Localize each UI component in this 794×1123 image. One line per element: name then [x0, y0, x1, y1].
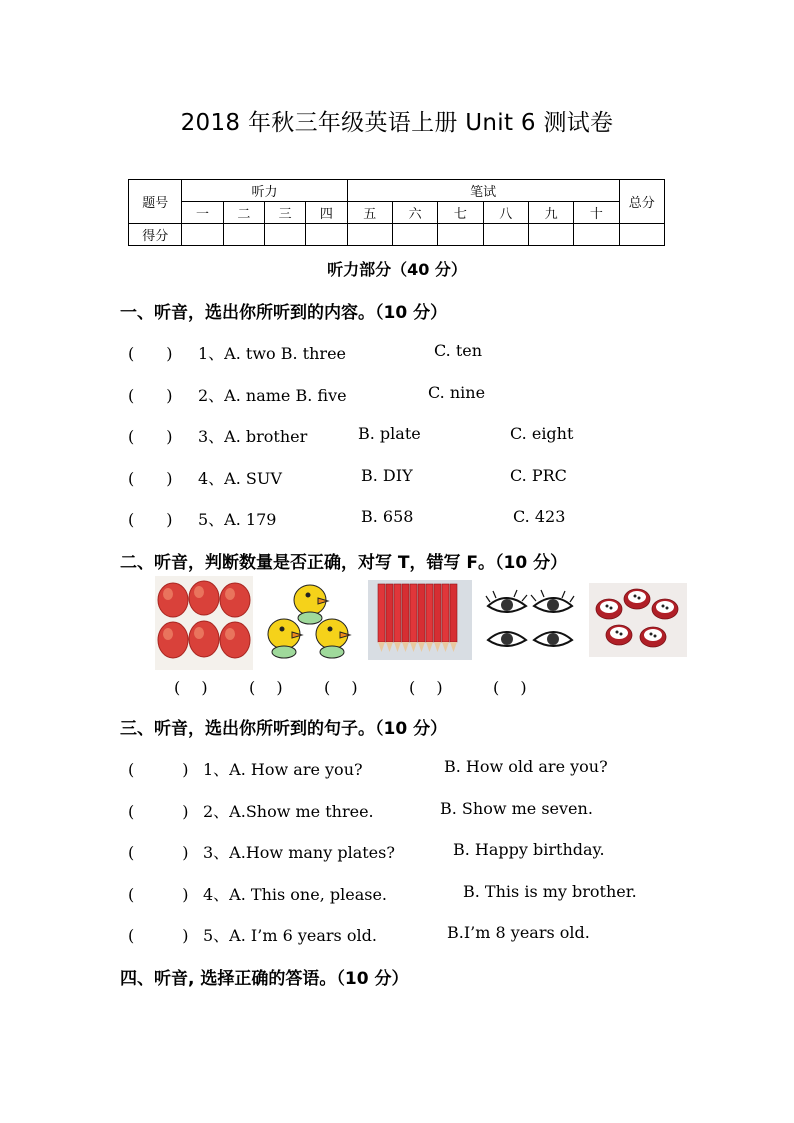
chicks-picture	[262, 576, 357, 664]
section3-title: 三、听音，选出你所听到的句子。（10 分）	[120, 719, 448, 739]
answer-blank[interactable]: ( )	[128, 885, 189, 904]
eyes-picture	[484, 588, 576, 660]
option-b: B. Happy birthday.	[453, 840, 605, 859]
answer-blank[interactable]: ( )	[128, 760, 189, 779]
section1-title: 一、听音，选出你所听到的内容。（10 分）	[120, 303, 448, 323]
score-cell[interactable]	[574, 224, 619, 246]
option-a: 2、A.Show me three.	[203, 802, 374, 821]
option-a: 3、A.How many plates?	[203, 843, 395, 862]
numeral-cell: 五	[347, 202, 392, 224]
option-b: B. How old are you?	[444, 757, 608, 776]
option-b: B. 658	[361, 507, 414, 526]
numeral-cell: 二	[223, 202, 264, 224]
header-bishi: 笔试	[347, 180, 619, 202]
score-cell[interactable]	[306, 224, 347, 246]
header-tihao: 题号	[129, 180, 182, 224]
numeral-cell: 四	[306, 202, 347, 224]
answer-blank[interactable]: ( )	[128, 843, 189, 862]
header-zongfen: 总分	[619, 180, 664, 224]
option-b: B. Show me seven.	[440, 799, 593, 818]
option-a: 5、A. I’m 6 years old.	[203, 926, 377, 945]
score-cell[interactable]	[264, 224, 305, 246]
option-c: C. ten	[434, 341, 483, 360]
chick	[294, 585, 328, 624]
header-tingli: 听力	[182, 180, 347, 202]
answer-blank[interactable]: ( )	[128, 386, 173, 405]
section2-title: 二、听音，判断数量是否正确，对写 T，错写 F。（10 分）	[120, 553, 568, 573]
option-c: C. 423	[513, 507, 566, 526]
score-cell[interactable]	[619, 224, 664, 246]
option-b: B. This is my brother.	[463, 882, 637, 901]
picture-answer-blank[interactable]: ( )	[249, 678, 283, 697]
numeral-cell: 六	[392, 202, 437, 224]
score-cell[interactable]	[528, 224, 573, 246]
question-options: 5、A. 179	[198, 510, 277, 529]
apples-picture	[155, 576, 253, 670]
option-b: B.I’m 8 years old.	[447, 923, 590, 942]
section4-title: 四、听音, 选择正确的答语。（10 分）	[120, 969, 409, 989]
question-options: 2、A. name B. five	[198, 386, 347, 405]
page-title: 2018 年秋三年级英语上册 Unit 6 测试卷	[180, 110, 614, 136]
option-b: B. plate	[358, 424, 421, 443]
numeral-cell: 十	[574, 202, 619, 224]
picture-answer-blank[interactable]: ( )	[174, 678, 208, 697]
numeral-cell: 一	[182, 202, 223, 224]
picture-answer-blank[interactable]: ( )	[409, 678, 443, 697]
answer-blank[interactable]: ( )	[128, 510, 173, 529]
score-cell[interactable]	[392, 224, 437, 246]
listening-header: 听力部分（40 分）	[327, 260, 467, 279]
numeral-cell: 九	[528, 202, 573, 224]
answer-blank[interactable]: ( )	[128, 469, 173, 488]
option-c: C. nine	[428, 383, 486, 402]
pencils-picture	[368, 580, 472, 660]
answer-blank[interactable]: ( )	[128, 926, 189, 945]
numeral-cell: 八	[483, 202, 528, 224]
option-c: C. eight	[510, 424, 574, 443]
numeral-cell: 三	[264, 202, 305, 224]
option-a: 1、A. How are you?	[203, 760, 363, 779]
answer-blank[interactable]: ( )	[128, 427, 173, 446]
option-a: 4、A. This one, please.	[203, 885, 388, 904]
score-cell[interactable]	[182, 224, 223, 246]
question-options: 1、A. two B. three	[198, 344, 347, 363]
option-c: C. PRC	[510, 466, 567, 485]
score-cell[interactable]	[223, 224, 264, 246]
question-options: 3、A. brother	[198, 427, 308, 446]
score-cell[interactable]	[438, 224, 483, 246]
picture-answer-blank[interactable]: ( )	[324, 678, 358, 697]
score-table	[128, 179, 665, 246]
cupcakes-picture	[589, 583, 687, 657]
header-defen: 得分	[129, 224, 182, 246]
answer-blank[interactable]: ( )	[128, 344, 173, 363]
score-cell[interactable]	[483, 224, 528, 246]
answer-blank[interactable]: ( )	[128, 802, 189, 821]
picture-answer-blank[interactable]: ( )	[493, 678, 527, 697]
score-cell[interactable]	[347, 224, 392, 246]
option-b: B. DIY	[361, 466, 413, 485]
numeral-cell: 七	[438, 202, 483, 224]
question-options: 4、A. SUV	[198, 469, 282, 488]
